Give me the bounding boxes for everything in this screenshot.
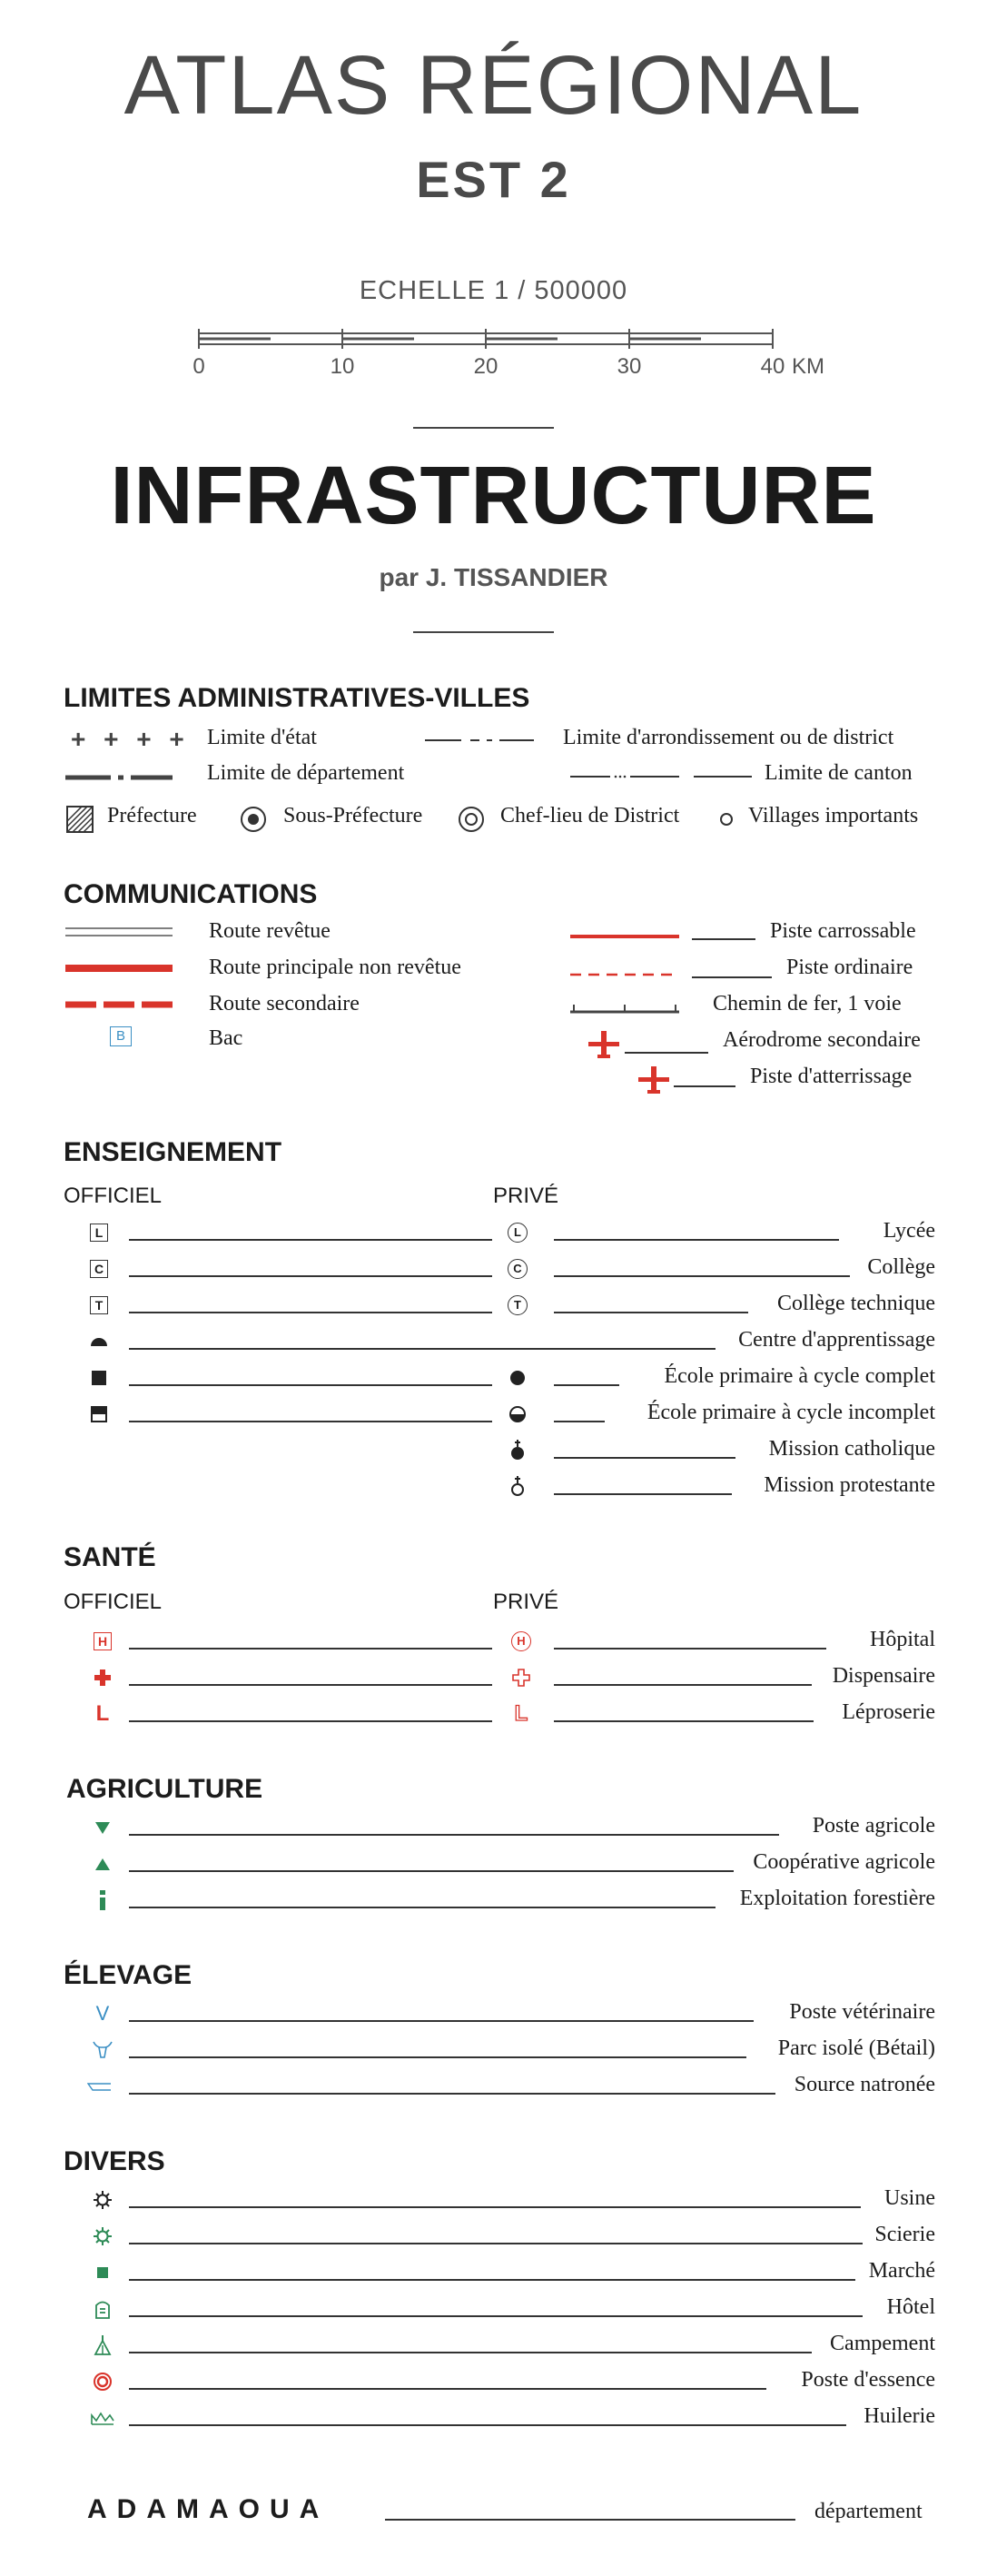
piste-carrossable-label: Piste carrossable [770, 919, 916, 943]
scierie-gear-icon [93, 2226, 113, 2246]
huilerie-label: Huilerie [864, 2404, 935, 2428]
heading-agriculture: AGRICULTURE [66, 1774, 263, 1804]
chemin-de-fer-symbol [570, 1003, 681, 1016]
scale-tick-40: 40 [760, 354, 785, 379]
legend-row-poste-agricole [64, 1812, 935, 1843]
divider-bottom [413, 631, 554, 633]
apprentissage-label: Centre d'apprentissage [738, 1328, 935, 1352]
scale-label: ECHELLE 1 / 500000 [359, 276, 628, 305]
piste-atterrissage-label: Piste d'atterrissage [750, 1065, 913, 1088]
scale-tick-0: 0 [192, 354, 205, 379]
legend-row-huilerie [64, 2403, 935, 2433]
chef-lieu-icon [457, 805, 486, 834]
leproserie-prive-icon: L [514, 1701, 528, 1726]
legend-row-usine [64, 2185, 935, 2215]
chemin-de-fer-label: Chemin de fer, 1 voie [713, 992, 902, 1016]
gear-icon [93, 2190, 113, 2210]
cattle-head-icon [92, 2039, 114, 2061]
piste-atterrissage-icon [638, 1065, 669, 1095]
footer-leader [385, 2519, 795, 2521]
marche-label: Marché [868, 2259, 935, 2283]
lycee-label: Lycée [883, 1219, 935, 1243]
mission-catholique-icon [508, 1440, 527, 1461]
limite-canton-label: Limite de canton [765, 761, 913, 785]
exploitation-label: Exploitation forestière [739, 1887, 935, 1910]
limite-etat-symbol: + + + + [71, 725, 190, 753]
sante-prive: PRIVÉ [493, 1590, 559, 1614]
legend-row-marche [64, 2257, 935, 2288]
route-principale-label: Route principale non revêtue [209, 956, 461, 979]
primaire-complet-label: École primaire à cycle complet [664, 1364, 935, 1388]
legend-row-hopital [64, 1626, 935, 1657]
heading-divers: DIVERS [64, 2146, 165, 2176]
legend-row-primaire-complet [64, 1362, 935, 1393]
dispensaire-prive-icon [512, 1669, 530, 1687]
limite-arrondissement-symbol [425, 738, 534, 743]
technique-officiel-icon: T [90, 1296, 108, 1314]
hopital-officiel-icon: H [94, 1632, 112, 1650]
legend-row-lycee [64, 1217, 935, 1248]
technique-label: Collège technique [777, 1292, 935, 1315]
legend-row-mission-catholique [64, 1435, 935, 1466]
parc-isole-label: Parc isolé (Bétail) [777, 2036, 935, 2060]
primaire-complet-prive-icon [510, 1371, 525, 1385]
legend-row-poste-veterinaire [64, 1998, 935, 2029]
legend-row-dispensaire [64, 1662, 935, 1693]
apprentissage-icon [90, 1336, 108, 1347]
hotel-label: Hôtel [886, 2295, 935, 2319]
mission-protestante-icon [508, 1476, 527, 1498]
limite-etat-label: Limite d'état [207, 726, 317, 749]
lycee-officiel-icon: L [90, 1224, 108, 1242]
lycee-prive-icon: L [508, 1223, 528, 1243]
exploitation-forestiere-icon [97, 1889, 108, 1911]
legend-row-cooperative [64, 1848, 935, 1879]
legend-row-apprentissage [64, 1326, 935, 1357]
departement-label: département [814, 2500, 923, 2523]
legend-row-scierie [64, 2221, 935, 2252]
atlas-subtitle: EST 2 [416, 151, 571, 208]
scale-tick-10: 10 [330, 354, 355, 379]
legend-row-campement [64, 2330, 935, 2361]
scale-tick-20: 20 [473, 354, 498, 379]
heading-sante: SANTÉ [64, 1542, 156, 1572]
cooperative-icon [94, 1856, 112, 1872]
route-revetue-label: Route revêtue [209, 919, 331, 943]
village-icon [718, 811, 735, 827]
piste-carrossable-leader [692, 938, 755, 940]
primaire-complet-officiel-icon [92, 1371, 106, 1385]
mission-protestante-label: Mission protestante [764, 1473, 935, 1497]
usine-label: Usine [884, 2186, 935, 2210]
heading-communications: COMMUNICATIONS [64, 879, 318, 909]
technique-prive-icon: T [508, 1295, 528, 1315]
section-title: INFRASTRUCTURE [110, 451, 877, 541]
sous-prefecture-label: Sous-Préfecture [283, 804, 423, 827]
scale-tick-30: 30 [617, 354, 642, 379]
primaire-incomplet-officiel-icon [91, 1406, 107, 1422]
piste-atterrissage-leader [674, 1085, 735, 1087]
scale-bar [182, 327, 835, 381]
bac-icon: B [110, 1026, 132, 1046]
heading-elevage: ÉLEVAGE [64, 1960, 192, 1990]
route-revetue-symbol [65, 926, 174, 937]
legend-row-hotel [64, 2294, 935, 2324]
primaire-incomplet-label: École primaire à cycle incomplet [646, 1401, 935, 1424]
enseignement-prive: PRIVÉ [493, 1184, 559, 1208]
primaire-incomplet-prive-icon [509, 1406, 526, 1422]
legend-row-exploitation [64, 1885, 935, 1916]
prefecture-label: Préfecture [107, 804, 197, 827]
source-natronee-label: Source natronée [794, 2073, 935, 2096]
source-natronee-icon [87, 2080, 111, 2093]
dispensaire-label: Dispensaire [832, 1664, 935, 1688]
fuel-icon [93, 2372, 113, 2392]
poste-agricole-label: Poste agricole [812, 1814, 935, 1838]
limite-arrondissement-label: Limite d'arrondissement ou de district [563, 726, 894, 749]
prefecture-icon [65, 805, 94, 834]
poste-agricole-icon [94, 1819, 112, 1836]
college-prive-icon: C [508, 1259, 528, 1279]
marche-icon [97, 2267, 108, 2278]
tent-icon [94, 2334, 112, 2356]
aerodrome-leader [625, 1052, 708, 1054]
poste-veterinaire-label: Poste vétérinaire [789, 2000, 935, 2024]
hopital-prive-icon: H [511, 1631, 531, 1651]
legend-row-technique [64, 1290, 935, 1321]
legend-row-leproserie [64, 1699, 935, 1729]
leproserie-label: Léproserie [842, 1700, 935, 1724]
heading-enseignement: ENSEIGNEMENT [64, 1137, 282, 1167]
piste-carrossable-symbol [570, 934, 681, 939]
piste-ordinaire-label: Piste ordinaire [786, 956, 913, 979]
legend-row-parc-isole [64, 2035, 935, 2066]
legend-row-college [64, 1253, 935, 1284]
huilerie-icon [91, 2410, 114, 2426]
legend-row-poste-essence [64, 2366, 935, 2397]
route-secondaire-label: Route secondaire [209, 992, 360, 1016]
poste-essence-label: Poste d'essence [801, 2368, 935, 2392]
scale-unit: KM [792, 354, 824, 379]
hotel-icon [94, 2298, 112, 2320]
mission-catholique-label: Mission catholique [768, 1437, 935, 1461]
villages-label: Villages importants [748, 804, 919, 827]
piste-ordinaire-symbol [570, 972, 681, 977]
leproserie-officiel-icon: L [95, 1701, 110, 1726]
author: par J. TISSANDIER [379, 563, 608, 591]
legend-row-mission-protestante [64, 1471, 935, 1502]
region-name: ADAMAOUA [87, 2494, 330, 2524]
atlas-title: ATLAS RÉGIONAL [123, 39, 864, 132]
aerodrome-icon [588, 1029, 619, 1060]
divider-top [413, 427, 554, 429]
college-label: Collège [867, 1255, 935, 1279]
limite-departement-label: Limite de département [207, 761, 405, 785]
dispensaire-officiel-icon [94, 1669, 112, 1687]
legend-row-primaire-incomplet [64, 1399, 935, 1430]
scierie-label: Scierie [874, 2223, 935, 2246]
hopital-label: Hôpital [870, 1628, 935, 1651]
route-secondaire-symbol [65, 999, 174, 1010]
chef-lieu-label: Chef-lieu de District [500, 804, 680, 827]
sante-officiel: OFFICIEL [64, 1590, 163, 1614]
limite-canton-symbol [570, 774, 752, 779]
campement-label: Campement [830, 2332, 935, 2355]
sous-prefecture-icon [239, 805, 268, 834]
piste-ordinaire-leader [692, 976, 772, 978]
enseignement-officiel: OFFICIEL [64, 1184, 163, 1208]
aerodrome-label: Aérodrome secondaire [723, 1028, 921, 1052]
legend-row-source-natronee [64, 2071, 935, 2102]
college-officiel-icon: C [90, 1260, 108, 1278]
limite-departement-symbol [65, 774, 174, 781]
veterinaire-icon: V [95, 2002, 110, 2025]
bac-label: Bac [209, 1026, 243, 1050]
heading-limites: LIMITES ADMINISTRATIVES-VILLES [64, 683, 530, 713]
route-principale-symbol [65, 963, 174, 974]
cooperative-label: Coopérative agricole [753, 1850, 935, 1874]
